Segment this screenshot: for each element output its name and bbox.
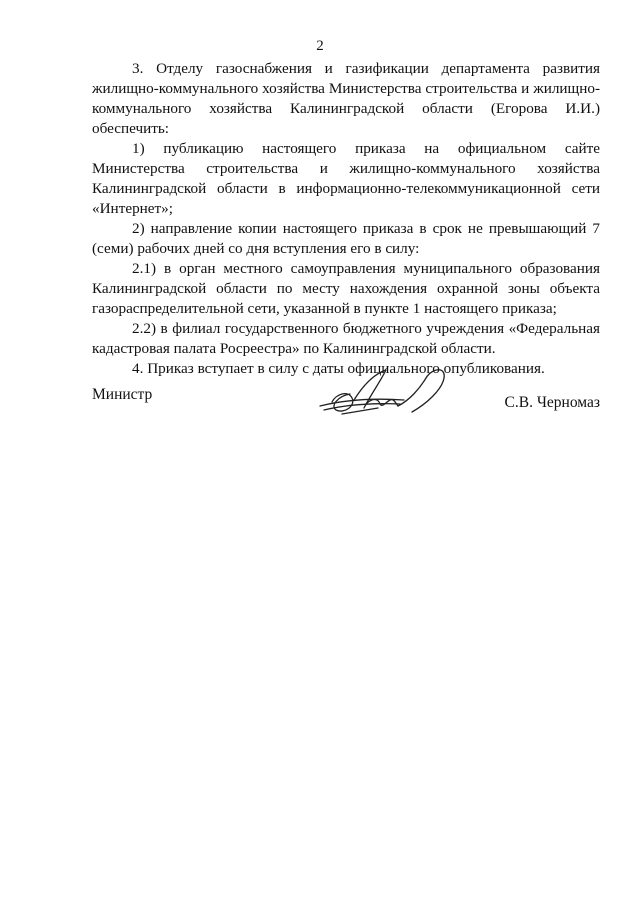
paragraph-item-3-2-1: 2.1) в орган местного самоуправления муниципального образования Калининградской области по месту нахождения охранной зоны объекта газораспределительной сети, указанной в пункте 1 настоящего приказа;: [92, 260, 600, 317]
handwritten-signature: [314, 364, 464, 426]
paragraph-item-3-2-2: 2.2) в филиал государственного бюджетного учреждения «Федеральная кадастровая палата Росреестра» по Калининградской области.: [92, 320, 600, 357]
signature-block: [92, 370, 600, 430]
paragraph-item-3-2: 2) направление копии настоящего приказа в срок не превышающий 7 (семи) рабочих дней со дня вступления его в силу:: [92, 220, 600, 257]
order-text: [92, 59, 600, 379]
paragraph-item-3-1: 1) публикацию настоящего приказа на официальном сайте Министерства строительства и жилищно-коммунального хозяйства Калининградской области в информационно-телекоммуникационной сети «Интернет»;: [92, 140, 600, 217]
signer-name: С.В. Черномаз: [504, 394, 600, 411]
signer-title: Министр: [92, 386, 153, 403]
page-number: 2: [316, 38, 324, 54]
paragraph-item-4: 4. Приказ вступает в силу с даты официального опубликования.: [132, 360, 545, 377]
paragraph-item-3: 3. Отделу газоснабжения и газификации департамента развития жилищно-коммунального хозяйства Министерства строительства и жилищно-коммунального хозяйства Калининградской области (Егорова И.И.) обеспечить:: [92, 60, 600, 137]
